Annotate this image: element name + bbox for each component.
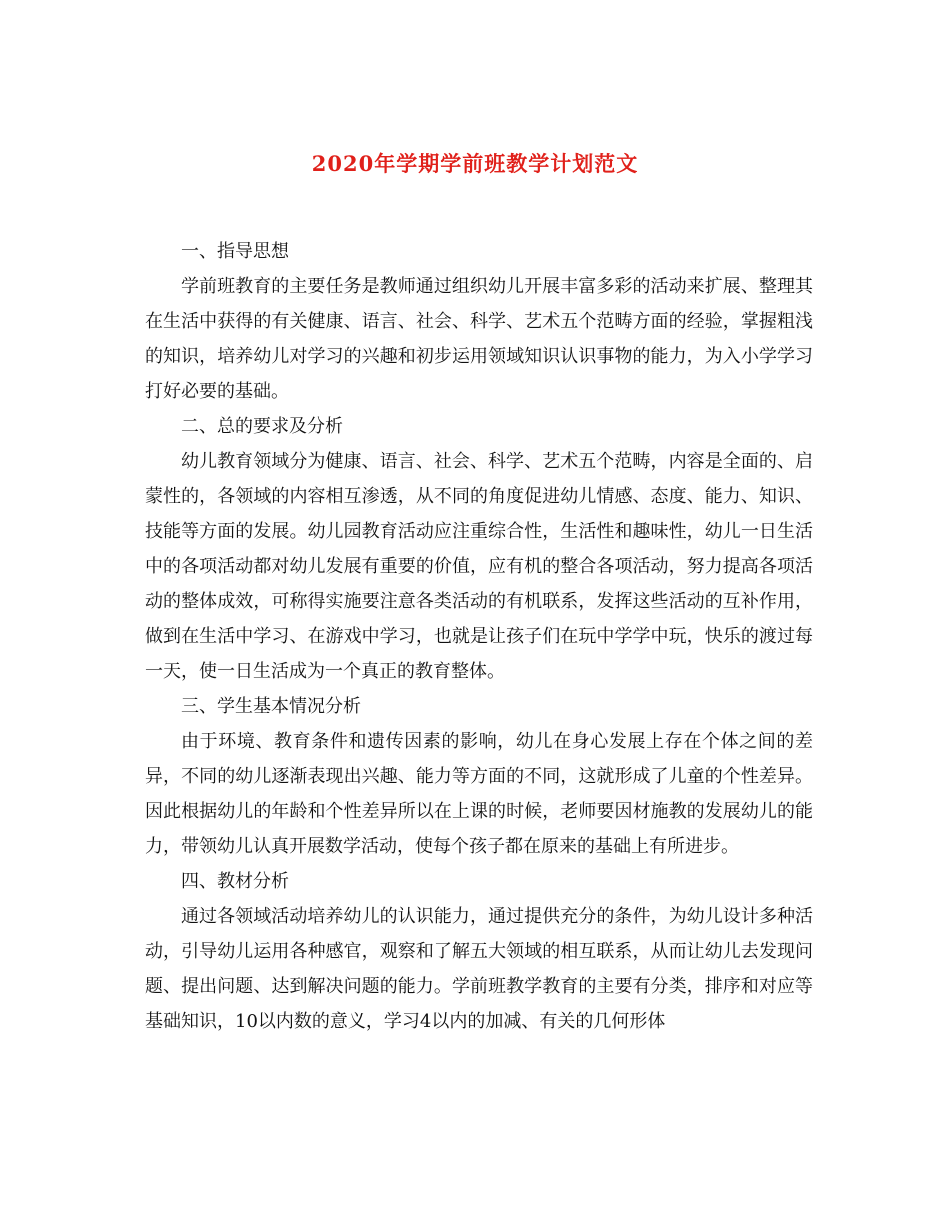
section-heading-guiding-ideology: 一、指导思想 [181, 241, 289, 262]
document-body [145, 234, 813, 1039]
section-heading-general-requirements: 二、总的要求及分析 [181, 416, 343, 437]
section-heading-textbook-analysis: 四、教材分析 [181, 871, 289, 892]
section-heading-student-analysis: 三、学生基本情况分析 [181, 696, 361, 717]
paragraph-student-analysis: 由于环境、教育条件和遗传因素的影响，幼儿在身心发展上存在个体之间的差异，不同的幼儿逐渐表现出兴趣、能力等方面的不同，这就形成了儿童的个性差异。因此根据幼儿的年龄和个性差异所以在上课的时候，老师要因材施教的发展幼儿的能力，带领幼儿认真开展数学活动，使每个孩子都在原来的基础上有所进步。 [145, 731, 813, 857]
document-title: 2020年学期学前班教学计划范文 [311, 151, 639, 176]
paragraph-guiding-ideology: 学前班教育的主要任务是教师通过组织幼儿开展丰富多彩的活动来扩展、整理其在生活中获得的有关健康、语言、社会、科学、艺术五个范畴方面的经验，掌握粗浅的知识，培养幼儿对学习的兴趣和初步运用领域知识认识事物的能力，为入小学学习打好必要的基础。 [145, 276, 813, 402]
paragraph-general-requirements: 幼儿教育领域分为健康、语言、社会、科学、艺术五个范畴，内容是全面的、启蒙性的，各领域的内容相互渗透，从不同的角度促进幼儿情感、态度、能力、知识、技能等方面的发展。幼儿园教育活动应注重综合性，生活性和趣味性，幼儿一日生活中的各项活动都对幼儿发展有重要的价值，应有机的整合各项活动，努力提高各项活动的整体成效，可称得实施要注意各类活动的有机联系，发挥这些活动的互补作用，做到在生活中学习、在游戏中学习，也就是让孩子们在玩中学学中玩，快乐的渡过每一天，使一日生活成为一个真正的教育整体。 [145, 451, 813, 682]
paragraph-textbook-analysis: 通过各领域活动培养幼儿的认识能力，通过提供充分的条件，为幼儿设计多种活动，引导幼儿运用各种感官，观察和了解五大领域的相互联系，从而让幼儿去发现问题、提出问题、达到解决问题的能力。学前班教学教育的主要有分类，排序和对应等基础知识，10以内数的意义，学习4以内的加减、有关的几何形体 [145, 906, 813, 1032]
